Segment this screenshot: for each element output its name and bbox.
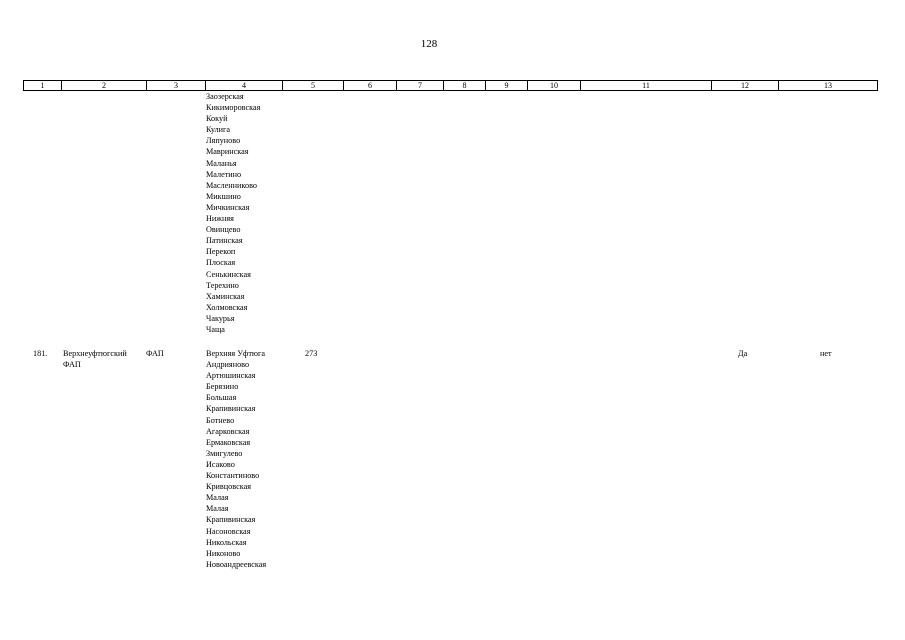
entry-village-list	[206, 348, 266, 570]
village-name: Крапивинская	[206, 515, 256, 525]
column-header-12: 12	[712, 81, 779, 91]
village-name: Маланья	[206, 158, 237, 168]
village-name: Мичкинская	[206, 202, 250, 212]
village-name: Холмовская	[206, 302, 248, 312]
village-name: Берязино	[206, 382, 239, 392]
village-name: Патинская	[206, 236, 243, 246]
population-value: 273	[305, 349, 318, 358]
column-number-header	[23, 80, 878, 91]
village-name: Мавринская	[206, 147, 249, 157]
entry-number: 181.	[33, 349, 48, 358]
column-header-5: 5	[283, 81, 344, 91]
village-name: Исаково	[206, 459, 235, 469]
village-name: Андрияново	[206, 360, 250, 370]
village-name: Ермаковская	[206, 437, 251, 447]
village-name: Чаща	[206, 324, 225, 334]
village-name: Перекоп	[206, 247, 236, 257]
village-name: Никоново	[206, 548, 241, 558]
village-name: Ботнево	[206, 415, 235, 425]
facility-type: ФАП	[146, 349, 164, 358]
column-12-value: Да	[738, 349, 748, 358]
village-name: Чакурья	[206, 313, 235, 323]
column-header-4: 4	[206, 81, 283, 91]
village-name: Кикиморовская	[206, 103, 261, 113]
village-name: Малетино	[206, 169, 242, 179]
village-name: Кокуй	[206, 114, 228, 124]
village-name: Нижняя	[206, 214, 234, 224]
column-header-8: 8	[444, 81, 486, 91]
village-name: Змигулево	[206, 448, 243, 458]
column-header-10: 10	[528, 81, 581, 91]
village-name: Верхняя Уфтюга	[206, 349, 266, 358]
village-name: Плоская	[206, 258, 236, 268]
village-name: Сенькинская	[206, 269, 251, 279]
village-name: Масленниково	[206, 180, 257, 190]
column-13-value: нет	[820, 349, 832, 358]
village-name: Константиново	[206, 471, 260, 481]
village-name: Агарковская	[206, 426, 250, 436]
continued-village-list	[206, 91, 260, 335]
village-name: Микшино	[206, 191, 241, 201]
village-name: Малая	[206, 504, 229, 514]
column-header-7: 7	[397, 81, 444, 91]
village-name: Ляпуново	[206, 136, 241, 146]
village-name: Кривцовская	[206, 482, 251, 492]
column-header-2: 2	[62, 81, 147, 91]
village-name: Новоандреевская	[206, 559, 267, 569]
village-name: Кулига	[206, 125, 231, 135]
village-name: Заозерская	[206, 92, 244, 101]
village-name: Крапивинская	[206, 404, 256, 414]
village-name: Артюшинская	[206, 371, 256, 381]
village-name: Хаминская	[206, 291, 245, 301]
column-header-6: 6	[344, 81, 397, 91]
village-name: Терехино	[206, 280, 239, 290]
column-header-3: 3	[147, 81, 206, 91]
facility-name: Верхнеуфтюгский ФАП	[63, 349, 127, 370]
village-name: Малая	[206, 493, 229, 503]
village-name: Овинцево	[206, 225, 241, 235]
village-name: Никольская	[206, 537, 247, 547]
village-name: Насоновская	[206, 526, 251, 536]
page-number: 128	[420, 38, 438, 50]
column-header-1: 1	[24, 81, 62, 91]
village-name: Большая	[206, 393, 237, 403]
column-header-9: 9	[486, 81, 528, 91]
column-header-11: 11	[581, 81, 712, 91]
column-header-13: 13	[779, 81, 878, 91]
